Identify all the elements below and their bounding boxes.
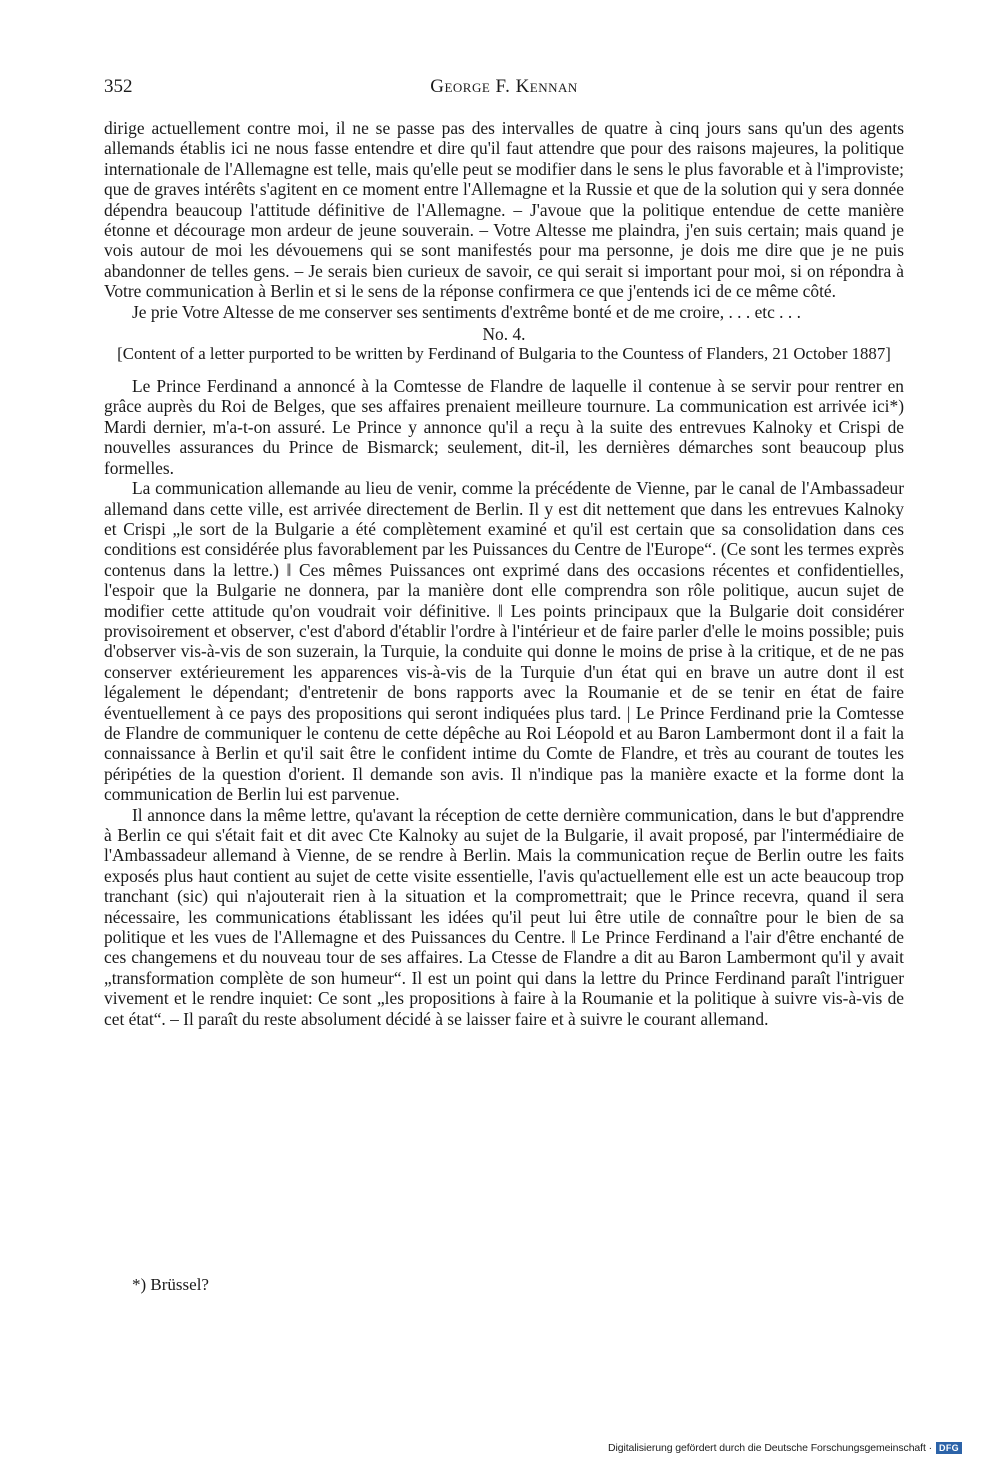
running-head [104,76,904,102]
continuation-paragraph: dirige actuellement contre moi, il ne se passe pas des intervalles de quatre à cinq jours sans qu'un des agents allemands établis ici ne nous fasse entendre et dire qu'il faut attendre que pour des raisons majeures, la politique internationale de l'Allemagne est telle, mais qu'elle peut se modifier dans le sens le plus favorable et à l'improviste; que de graves intérêts s'agitent en ce moment entre l'Allemagne et la Russie et que de la solution qui y sera donnée dépendra beaucoup l'attitude définitive de l'Allemagne. – J'avoue que la politique entendue de cette manière étonne et décourage mon ardeur de jeune souverain. – Votre Altesse me plaindra, j'en suis certain; mais quand je vois autour de moi les dévouemens qui se sont manifestés pour ma personne, je dois me dire que je ne puis abandonner de telles gens. – Je serais bien curieux de savoir, ce qui serait si important pour moi, si on répondra à Votre communication à Berlin et si le sens de la réponse confirmera ce que j'entends ici de ce même côté. [104,118,904,302]
document-number: No. 4. [482,324,526,345]
document-paragraph-2: La communication allemande au lieu de venir, comme la précédente de Vienne, par le canal de l'Ambassadeur allemand dans cette ville, est arrivée directement de Berlin. Il y est dit nettement que dans les entrevues Kalnoky et Crispi „le sort de la Bulgarie a été complètement examiné et qu'il est certain que sa consolidation dans ces conditions est considérée plus favorablement par les Puissances du Centre de l'Europe“. (Ce sont les termes exprès contenus dans la lettre.) ‖ Ces mêmes Puissances ont exprimé dans des occasions récentes et confidentielles, l'espoir que la Bulgarie ne donnera, par la manière dont elle comprendra son rôle politique, aucun sujet de modifier cette attitude qu'on voudrait voir définitive. ‖ Les points principaux que la Bulgarie doit considérer provisoirement et observer, c'est d'abord d'établir l'ordre à l'intérieur et de faire parler d'elle le moins possible; puis d'observer vis-à-vis de son suzerain, la Turquie, la conduite qui donne le moins de prise à la critique, et de ne pas conserver extérieurement les apparences vis-à-vis de la Turquie d'un état qui en brave un autre dont il est légalement le dépendant; d'entretenir de bons rapports avec la Roumanie et de se tenir en état de faire éventuellement à ce pays des propositions qui seront indiquées plus tard. | Le Prince Ferdinand prie la Comtesse de Flandre de communiquer le contenu de cette dépêche au Roi Léopold et au Baron Lambermont dont il a fait la connaissance à Berlin et qu'il sait être le confident intime du Comte de Flandre, et très au courant de toutes les péripéties de la question d'orient. Il demande son avis. Il n'indique pas la manière exacte et la forme dont la communication de Berlin lui est parvenue. [104,478,904,805]
document-paragraph-3: Il annonce dans la même lettre, qu'avant la réception de cette dernière communication, dans le but d'apprendre à Berlin ce qui s'était fait et dit avec Cte Kalnoky au sujet de la Bulgarie, il avait proposé, par l'intermédiaire de l'Ambassadeur allemand à Vienne, de se rendre à Berlin. Mais la communication reçue de Berlin outre les faits exposés plus haut contient au sujet de cette visite essentielle, l'avis qu'actuellement elle est un acte beaucoup trop tranchant (sic) qui n'ajouterait rien à la situation et la compromettrait; que le Prince recevra, quand il sera nécessaire, les communications établissant les idées qu'il peut lui être utile de connaître pour le bien de sa politique et les vues de l'Allemagne et des Puissances du Centre. ‖ Le Prince Ferdinand a l'air d'être enchanté de ces changemens et du nouveau tour de ses affaires. La Ctesse de Flandre a dit au Baron Lambermont qu'il y avait „transformation complète de son humeur“. Il est un point qui dans la lettre du Prince Ferdinand paraît l'intriguer vivement et le rendre inquiet: Ce sont „les propositions à faire à la Roumanie et la politique à suivre vis-à-vis de cet état“. – Il paraît du reste absolument décidé à se laisser faire et à suivre le courant allemand. [104,804,904,1029]
footnote: *) Brüssel? [132,1275,209,1294]
document-paragraph-1: Le Prince Ferdinand a annoncé à la Comtesse de Flandre de laquelle il contenue à se servir pour rentrer en grâce auprès du Roi de Belges, que ses affaires prenaient meilleure tournure. La communication est arrivée ici*) Mardi dernier, m'a-t-on assuré. Le Prince y annonce qu'il a reçu à la suite des entrevues Kalnoky et Crispi de nouvelles assurances du Prince de Bismarck; seulement, dit-il, les dernières démarches sont beaucoup plus formelles. [104,376,904,478]
page-number: 352 [104,76,133,97]
body-text [104,118,904,1029]
digitization-credit[interactable] [608,1440,962,1456]
document-heading: [Content of a letter purported to be written by Ferdinand of Bulgaria to the Countess of Flanders, 21 October 1887] [117,344,891,364]
digitization-credit-text: Digitalisierung gefördert durch die Deutsche Forschungsgemeinschaft · [608,1442,933,1454]
dfg-logo-icon: DFG [936,1442,962,1454]
closing-paragraph: Je prie Votre Altesse de me conserver ses sentiments d'extrême bonté et de me croire, . . . etc . . . [132,301,801,322]
running-head-author: George F. Kennan [430,76,578,97]
